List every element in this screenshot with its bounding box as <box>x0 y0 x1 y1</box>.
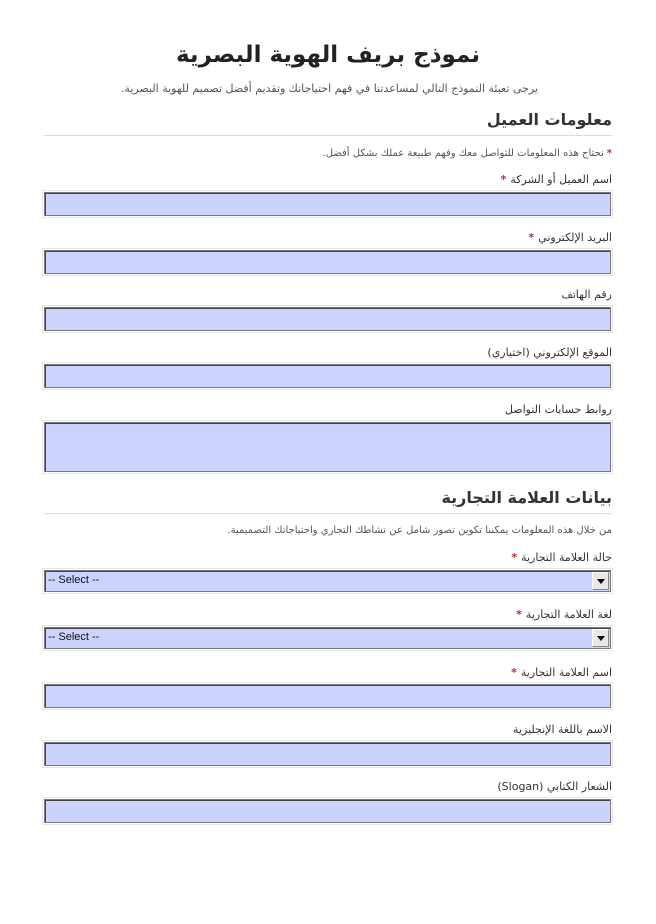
slogan-label: الشعار الكتابي (Slogan) <box>497 780 612 793</box>
phone-input[interactable] <box>44 307 611 331</box>
slogan-input[interactable] <box>44 799 611 823</box>
english-name-label: الاسم باللغة الإنجليزية <box>513 723 612 736</box>
email-input[interactable] <box>44 250 611 274</box>
social-links-label: روابط حسابات التواصل <box>504 403 612 416</box>
brand-status-label-text: حالة العلامة التجارية <box>521 551 612 564</box>
brand-language-label <box>44 608 612 621</box>
phone-label: رقم الهاتف <box>561 288 612 301</box>
english-name-input[interactable] <box>44 742 611 766</box>
brand-status-label <box>44 551 612 564</box>
brand-status-select[interactable] <box>44 570 611 592</box>
chevron-down-icon[interactable] <box>592 572 609 590</box>
website-label: الموقع الإلكتروني (اختياري) <box>487 346 612 359</box>
required-marker: * <box>606 148 612 159</box>
client-name-input[interactable] <box>44 192 611 216</box>
brand-name-input[interactable] <box>44 684 611 708</box>
required-marker: * <box>528 231 535 244</box>
email-label-text: البريد الإلكتروني <box>538 231 612 244</box>
website-input[interactable] <box>44 364 611 388</box>
brand-section-description: من خلال هذه المعلومات يمكننا تكوين تصور شامل عن نشاطك التجاري واحتياجاتك التصميمية. <box>227 525 612 536</box>
brand-language-select[interactable] <box>44 627 611 649</box>
email-label <box>44 231 612 244</box>
brand-language-label-text: لغة العلامة التجارية <box>525 608 612 621</box>
required-marker: * <box>511 666 517 679</box>
page-title: نموذج بريف الهوية البصرية <box>175 42 481 68</box>
client-section-title: معلومات العميل <box>44 110 612 136</box>
chevron-down-icon[interactable] <box>592 629 609 647</box>
client-name-label-text: اسم العميل أو الشركة <box>510 173 612 186</box>
client-section-description <box>44 148 612 159</box>
brand-name-label <box>44 666 612 679</box>
brand-language-select-value: -- Select -- <box>48 631 100 643</box>
social-links-textarea[interactable] <box>44 422 611 472</box>
page-subtitle: يرجى تعبئة النموذج التالي لمساعدتنا في فهم احتياجاتك وتقديم أفضل تصميم للهوية البصرية. <box>120 82 538 95</box>
client-section-description-text: نحتاج هذه المعلومات للتواصل معك وفهم طبيعة عملك بشكل أفضل. <box>322 148 604 159</box>
client-name-label <box>44 173 612 186</box>
brand-status-select-value: -- Select -- <box>48 574 100 586</box>
required-marker: * <box>516 608 522 621</box>
required-marker: * <box>500 173 507 186</box>
brand-section-title: بيانات العلامة التجارية <box>44 488 612 514</box>
brand-name-label-text: اسم العلامة التجارية <box>520 666 612 679</box>
required-marker: * <box>511 551 518 564</box>
